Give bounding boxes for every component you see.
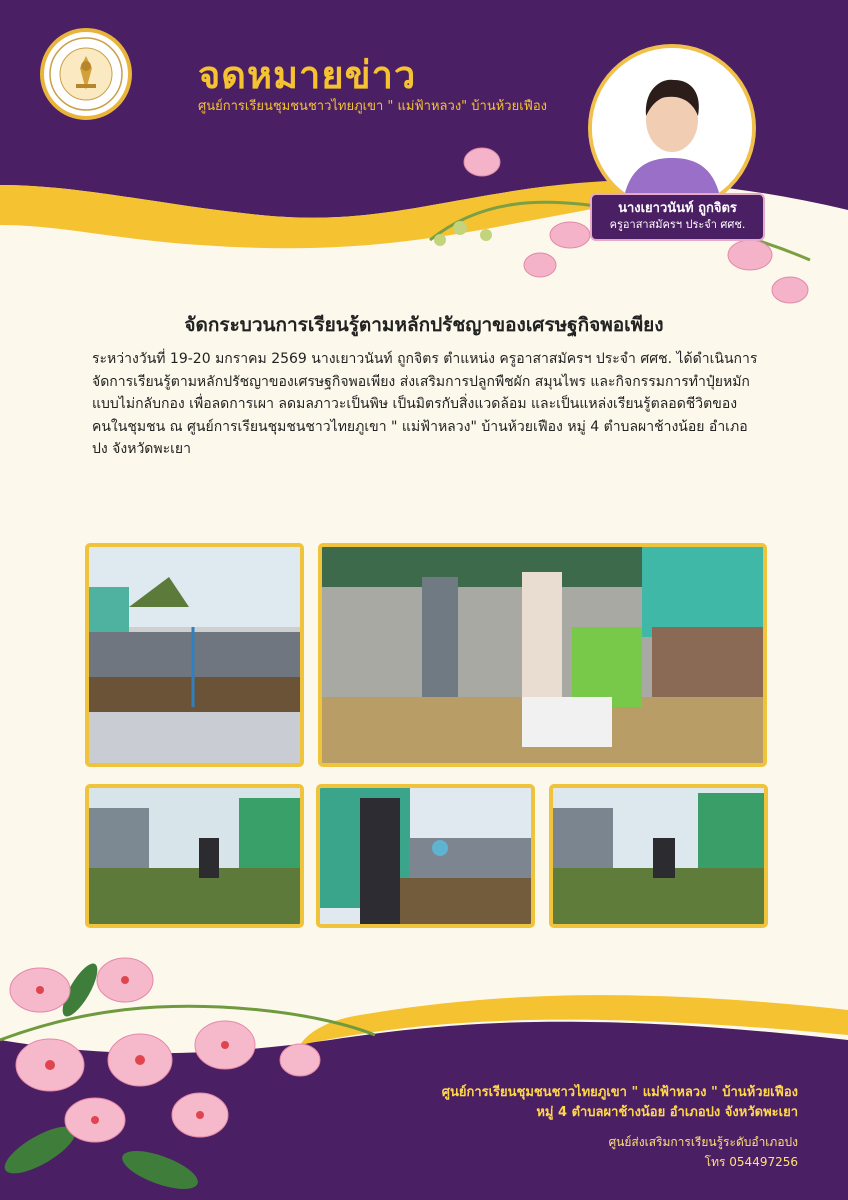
photo-compost-bed [85, 543, 304, 767]
article-body: ระหว่างวันที่ 19-20 มกราคม 2569 นางเยาวนันท์ ถูกจิตร ตำแหน่ง ครูอาสาสมัครฯ ประจำ ศศช. ได้ดำเนินการจัดการเรียนรู้ตามหลักปรัชญาของเศรษฐกิจพอเพียง ส่งเสริมการปลูกพืชผัก สมุนไพร และกิจกรรมการทำปุ๋ยหมักแบบไม่กลับกอง เพื่อลดการเผา ลดมลภาวะเป็นพิษ เป็นมิตรกับสิ่งแวดล้อม และเป็นแหล่งเรียนรู้ตลอดชีวิตของคนในชุมชน ณ ศูนย์การเรียนชุมชนชาวไทยภูเขา " แม่ฟ้าหลวง" บ้านห้วยเฟือง หมู่ 4 ตำบลผาช้างน้อย อำเภอปง จังหวัดพะเยา [92, 351, 758, 457]
orchid-decoration-bottom [0, 950, 380, 1200]
footer-office: ศูนย์ส่งเสริมการเรียนรู้ระดับอำเภอปง [608, 1135, 798, 1149]
teacher-portrait [588, 44, 756, 212]
teacher-name: นางเยาวนันท์ ถูกจิตร [618, 201, 737, 216]
footer-phone: โทร 054497256 [704, 1155, 798, 1169]
newsletter-subtitle: ศูนย์การเรียนชุมชนชาวไทยภูเขา " แม่ฟ้าหลวง" บ้านห้วยเฟือง [198, 99, 548, 114]
organization-logo [40, 28, 132, 120]
teacher-name-card [590, 193, 765, 241]
seal-icon [44, 32, 128, 116]
person-photo [592, 48, 752, 208]
photo-vegetable-garden-1 [85, 784, 304, 928]
photo-compost-activity [318, 543, 767, 767]
footer-address-line1: ศูนย์การเรียนชุมชนชาวไทยภูเขา " แม่ฟ้าหลวง " บ้านห้วยเฟือง [441, 1085, 798, 1100]
photo-vegetable-garden-2 [549, 784, 768, 928]
article-headline: จัดกระบวนการเรียนรู้ตามหลักปรัชญาของเศรษฐกิจพอเพียง [184, 314, 664, 336]
teacher-position: ครูอาสาสมัครฯ ประจำ ศศช. [609, 218, 746, 231]
footer-address-line2: หมู่ 4 ตำบลผาช้างน้อย อำเภอปง จังหวัดพะเยา [536, 1105, 798, 1120]
photo-watering-plants [316, 784, 535, 928]
newsletter-title: จดหมายข่าว [198, 53, 417, 97]
